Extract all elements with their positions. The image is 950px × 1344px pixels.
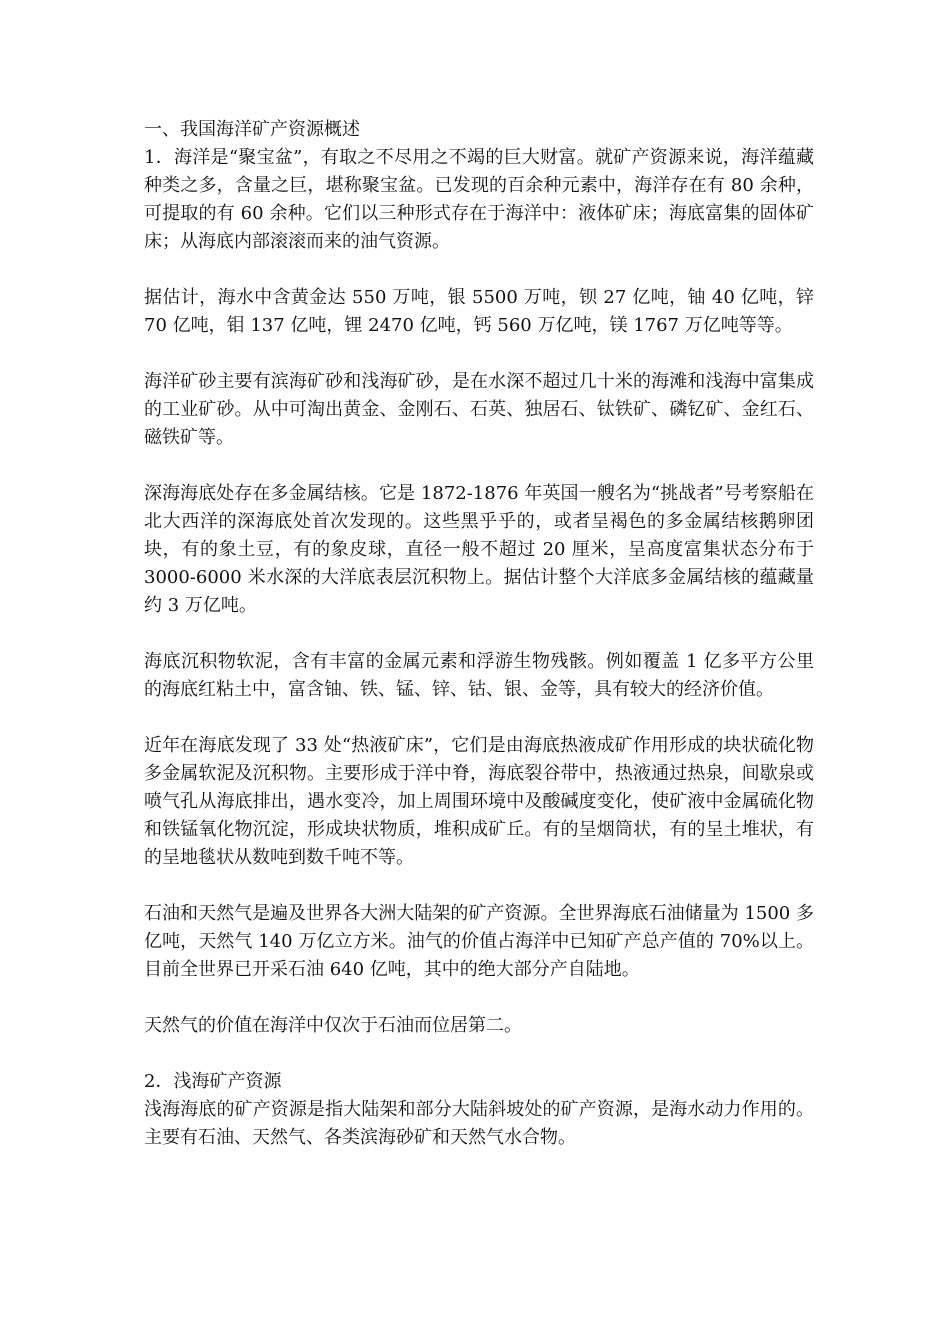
paragraph: 近年在海底发现了 33 处“热液矿床”，它们是由海底热液成矿作用形成的块状硫化物多金属软泥及沉积物。主要形成于洋中脊，海底裂谷带中，热液通过热泉，间歇泉或喷气孔从海底排出，遇水变冷，加上周围环境中及酸碱度变化，使矿液中金属硫化物和铁锰氧化物沉淀，形成块状物质，堆积成矿丘。有的呈烟筒状，有的呈土堆状，有的呈地毯状从数吨到数千吨不等。: [144, 735, 814, 868]
paragraph-gap: [144, 256, 814, 284]
paragraph-gap: [144, 704, 814, 732]
paragraph-gap: [144, 1040, 814, 1068]
section-heading: 一、我国海洋矿产资源概述: [144, 119, 360, 140]
paragraph: 1．海洋是“聚宝盆”，有取之不尽用之不竭的巨大财富。就矿产资源来说，海洋蕴藏种类之多，含量之巨，堪称聚宝盆。已发现的百余种元素中，海洋存在有 80 余种，可提取的有 60 余种。它们以三种形式存在于海洋中：液体矿床；海底富集的固体矿床；从海底内部滚滚而来的油气资源。: [144, 147, 814, 252]
subsection-heading: 2．浅海矿产资源: [144, 1071, 282, 1092]
paragraph: 海底沉积物软泥，含有丰富的金属元素和浮游生物残骸。例如覆盖 1 亿多平方公里的海底红粘土中，富含铀、铁、锰、锌、钴、银、金等，具有较大的经济价值。: [144, 651, 814, 700]
paragraph: 石油和天然气是遍及世界各大洲大陆架的矿产资源。全世界海底石油储量为 1500 多亿吨，天然气 140 万亿立方米。油气的价值占海洋中已知矿产总产值的 70%以上。目前全世界已开采石油 640 亿吨，其中的绝大部分产自陆地。: [144, 903, 814, 980]
paragraph-gap: [144, 452, 814, 480]
paragraph: 浅海海底的矿产资源是指大陆架和部分大陆斜坡处的矿产资源，是海水动力作用的。主要有石油、天然气、各类滨海砂矿和天然气水合物。: [144, 1099, 814, 1148]
paragraph: 据估计，海水中含黄金达 550 万吨，银 5500 万吨，钡 27 亿吨，铀 40 亿吨，锌 70 亿吨，钼 137 亿吨，锂 2470 亿吨，钙 560 万亿吨，镁 1767 万亿吨等等。: [144, 287, 814, 336]
paragraph-gap: [144, 340, 814, 368]
paragraph-gap: [144, 872, 814, 900]
document-body: [144, 116, 814, 1152]
paragraph: 海洋矿砂主要有滨海矿砂和浅海矿砂，是在水深不超过几十米的海滩和浅海中富集成的工业矿砂。从中可淘出黄金、金刚石、石英、独居石、钛铁矿、磷钇矿、金红石、磁铁矿等。: [144, 371, 814, 448]
paragraph-gap: [144, 984, 814, 1012]
paragraph-gap: [144, 620, 814, 648]
paragraph: 天然气的价值在海洋中仅次于石油而位居第二。: [144, 1015, 522, 1036]
paragraph: 深海海底处存在多金属结核。它是 1872-1876 年英国一艘名为“挑战者”号考察船在北大西洋的深海底处首次发现的。这些黑乎乎的，或者呈褐色的多金属结核鹅卵团块，有的象土豆，有的象皮球，直径一般不超过 20 厘米，呈高度富集状态分布于 3000-6000 米水深的大洋底表层沉积物上。据估计整个大洋底多金属结核的蕴藏量约 3 万亿吨。: [144, 483, 814, 616]
